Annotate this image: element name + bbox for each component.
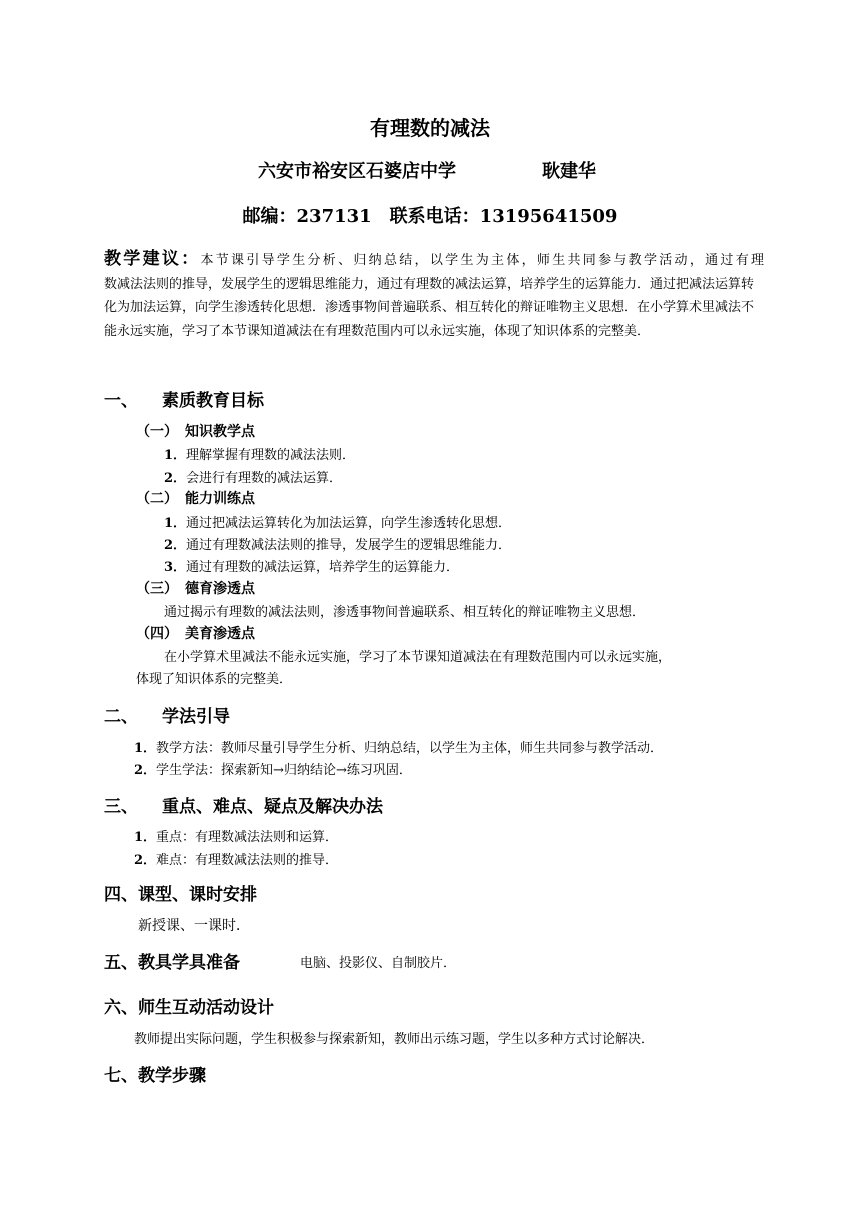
list-item xyxy=(134,759,412,778)
item-text: 理解掌握有理数的减法法则． xyxy=(186,448,356,463)
suggestion-first-line xyxy=(104,248,764,273)
section-4-text: 新授课、一课时． xyxy=(138,918,250,934)
section-3-title: 重点、难点、疑点及解决办法 xyxy=(162,797,383,817)
section-3-number: 三、 xyxy=(104,797,138,817)
list-item xyxy=(164,444,355,463)
item-number: 2． xyxy=(164,471,187,486)
item-text: 通过有理数的减法运算，培养学生的运算能力． xyxy=(186,560,460,575)
item-text: 通过把减法运算转化为加法运算，向学生渗透转化思想． xyxy=(186,516,512,531)
section-6-title: 六、师生互动活动设计 xyxy=(104,998,274,1018)
item-number: 3． xyxy=(164,560,187,575)
subsection-1b-title: （二） 能力训练点 xyxy=(136,491,255,507)
subsection-1d-text: 在小学算术里减法不能永远实施，学习了本节课知道减法在有理数范围内可以永远实施， xyxy=(164,650,672,665)
item-number: 1． xyxy=(164,448,187,463)
document-title: 有理数的减法 xyxy=(370,116,490,140)
section-2-title: 学法引导 xyxy=(162,707,230,727)
subsection-1a-title: （一） 知识教学点 xyxy=(136,424,255,440)
teaching-suggestion xyxy=(104,248,764,343)
contact-info: 邮编：237131 联系电话：13195641509 xyxy=(242,206,618,227)
list-item xyxy=(164,467,342,486)
suggestion-label: 教学建议： xyxy=(104,249,201,269)
section-7-title: 七、教学步骤 xyxy=(104,1066,206,1086)
item-text: 学生学法：探索新知→归纳结论→练习巩固． xyxy=(156,763,412,778)
item-text: 会进行有理数的减法运算． xyxy=(186,471,343,486)
list-item xyxy=(134,737,663,756)
list-item xyxy=(164,556,459,575)
subsection-1c-title: （三） 德育渗透点 xyxy=(136,581,255,597)
section-1-title: 素质教育目标 xyxy=(162,391,264,411)
item-number: 1． xyxy=(134,741,157,756)
item-text: 难点：有理数减法法则的推导． xyxy=(156,853,339,868)
item-text: 教学方法：教师尽量引导学生分析、归纳总结，以学生为主体，师生共同参与教学活动． xyxy=(156,741,664,756)
list-item xyxy=(134,849,338,868)
author-name: 耿建华 xyxy=(542,161,596,182)
section-4-title: 四、课型、课时安排 xyxy=(104,885,257,905)
section-1-number: 一、 xyxy=(104,391,138,411)
list-item xyxy=(134,826,338,845)
subsection-1c-text: 通过揭示有理数的减法法则，渗透事物间普遍联系、相互转化的辩证唯物主义思想． xyxy=(164,605,646,620)
section-6-text: 教师提出实际问题，学生积极参与探索新知，教师出示练习题，学生以多种方式讨论解决． xyxy=(134,1032,655,1047)
suggestion-rest-text: 数减法法则的推导，发展学生的逻辑思维能力，通过有理数的减法运算，培养学生的运算能力．通过把减法运算转化为加法运算，向学生渗透转化思想．渗透事物间普遍联系、相互转化的辩证唯物主义思想．在小学算术里减法不能永远实施，学习了本节课知道减法在有理数范围内可以永远实施，体现了知识体系的完整美． xyxy=(104,276,755,339)
school-name: 六安市裕安区石婆店中学 xyxy=(258,161,456,182)
item-number: 1． xyxy=(164,516,187,531)
section-5-text: 电脑、投影仪、自制胶片． xyxy=(300,956,457,971)
item-text: 通过有理数减法法则的推导，发展学生的逻辑思维能力． xyxy=(186,538,512,553)
suggestion-first-text: 本节课引导学生分析、归纳总结，以学生为主体，师生共同参与教学活动，通过有理 xyxy=(200,253,764,268)
section-5-title: 五、教具学具准备 xyxy=(104,953,240,973)
item-number: 2． xyxy=(134,763,157,778)
list-item xyxy=(164,534,511,553)
list-item xyxy=(164,512,511,531)
subsection-1d-title: （四） 美育渗透点 xyxy=(136,626,255,642)
item-number: 2． xyxy=(134,853,157,868)
item-number: 1． xyxy=(134,830,157,845)
section-2-number: 二、 xyxy=(104,707,138,727)
subsection-1d-text-cont: 体现了知识体系的完整美． xyxy=(136,672,293,687)
item-number: 2． xyxy=(164,538,187,553)
item-text: 重点：有理数减法法则和运算． xyxy=(156,830,339,845)
